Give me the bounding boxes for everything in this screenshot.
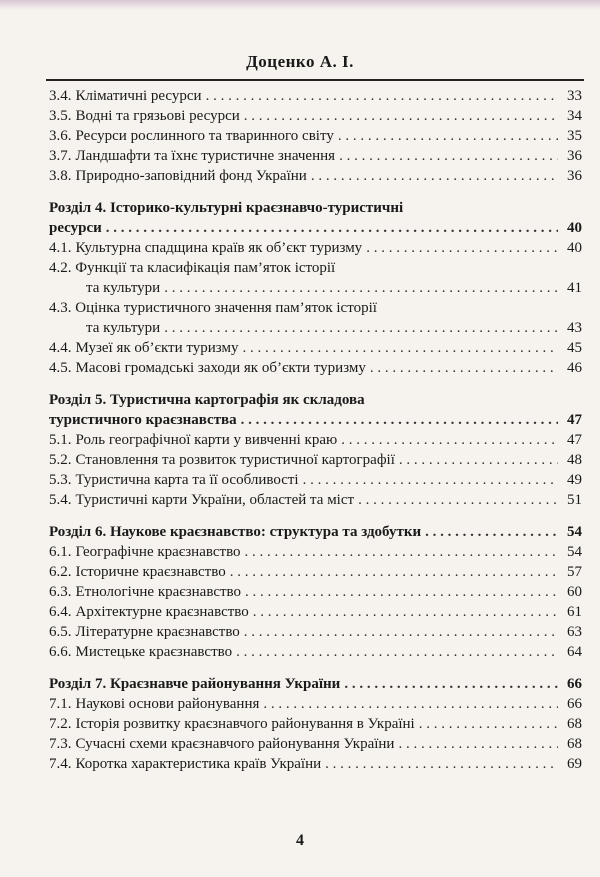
page-top-edge: [0, 0, 600, 10]
entry-number: 4.2.: [49, 260, 72, 276]
entry-number: 5.4.: [49, 492, 72, 508]
entry-page: 41: [567, 280, 582, 296]
entry-number: 3.4.: [49, 88, 72, 104]
leader-dots: [164, 278, 558, 298]
toc-entry-3-5[interactable]: [49, 106, 582, 126]
entry-title: Становлення та розвиток туристичної картографії: [75, 452, 395, 468]
entry-page: 54: [567, 544, 582, 560]
leader-dots: [106, 218, 558, 238]
section-page: 66: [567, 676, 582, 692]
entry-title: Архітектурне краєзнавство: [75, 604, 249, 620]
toc-section-7[interactable]: [49, 674, 582, 694]
leader-dots: [241, 410, 558, 430]
toc-section-6[interactable]: [49, 522, 582, 542]
entry-number: 5.1.: [49, 432, 72, 448]
leader-dots: [164, 318, 558, 338]
leader-dots: [244, 622, 558, 642]
section-gap: [49, 186, 582, 198]
entry-number: 4.3.: [49, 300, 72, 316]
toc-entry-6-6[interactable]: [49, 642, 582, 662]
entry-title: Мистецьке краєзнавство: [75, 644, 233, 660]
entry-page: 60: [567, 584, 582, 600]
leader-dots: [230, 562, 558, 582]
leader-dots: [253, 602, 558, 622]
toc-entry-6-1[interactable]: [49, 542, 582, 562]
page-number: 4: [296, 832, 304, 849]
entry-page: 40: [567, 240, 582, 256]
entry-title: Природно-заповідний фонд України: [75, 168, 307, 184]
entry-page: 49: [567, 472, 582, 488]
entry-title: Історія розвитку краєзнавчого районування в Україні: [75, 716, 415, 732]
toc-entry-3-8[interactable]: [49, 166, 582, 186]
section-title: Розділ 7. Краєзнавче районування України: [49, 676, 341, 692]
entry-title: Коротка характеристика країв України: [75, 756, 322, 772]
entry-number: 6.3.: [49, 584, 72, 600]
leader-dots: [206, 86, 558, 106]
entry-page: 64: [567, 644, 582, 660]
leader-dots: [338, 126, 558, 146]
entry-number: 3.6.: [49, 128, 72, 144]
entry-title: Культурна спадщина країв як об’єкт туризму: [75, 240, 363, 256]
leader-dots: [236, 642, 558, 662]
running-header: Доценко А. І.: [246, 52, 354, 71]
leader-dots: [419, 714, 558, 734]
leader-dots: [344, 674, 558, 694]
toc-entry-4-1[interactable]: [49, 238, 582, 258]
leader-dots: [399, 450, 558, 470]
toc-entry-3-6[interactable]: [49, 126, 582, 146]
leader-dots: [398, 734, 558, 754]
entry-number: 3.5.: [49, 108, 72, 124]
section-4-title-line1[interactable]: Розділ 4. Історико-культурні краєзнавчо-туристичні: [49, 200, 404, 216]
entry-number: 7.2.: [49, 716, 72, 732]
entry-title: Сучасні схеми краєзнавчого районування України: [75, 736, 395, 752]
entry-title: Туристична карта та її особливості: [75, 472, 299, 488]
toc-entry-5-1[interactable]: [49, 430, 582, 450]
section-page: 47: [567, 412, 582, 428]
entry-page: 43: [567, 320, 582, 336]
leader-dots: [311, 166, 558, 186]
entry-page: 61: [567, 604, 582, 620]
toc-entry-4-2-line1[interactable]: [49, 258, 582, 278]
section-gap: [49, 510, 582, 522]
entry-number: 5.2.: [49, 452, 72, 468]
entry-title: Історичне краєзнавство: [75, 564, 226, 580]
toc-entry-4-5[interactable]: [49, 358, 582, 378]
section-page: 54: [567, 524, 582, 540]
entry-number: 4.5.: [49, 360, 72, 376]
toc-entry-6-3[interactable]: [49, 582, 582, 602]
toc-entry-7-4[interactable]: [49, 754, 582, 774]
leader-dots: [341, 430, 558, 450]
section-gap: [49, 378, 582, 390]
entry-title-cont: та культури: [86, 320, 161, 336]
section-gap: [49, 662, 582, 674]
entry-number: 6.6.: [49, 644, 72, 660]
entry-title: Наукові основи районування: [75, 696, 260, 712]
entry-title-cont: та культури: [86, 280, 161, 296]
entry-page: 66: [567, 696, 582, 712]
entry-page: 57: [567, 564, 582, 580]
leader-dots: [245, 582, 558, 602]
entry-page: 48: [567, 452, 582, 468]
entry-title: Географічне краєзнавство: [75, 544, 241, 560]
leader-dots: [425, 522, 558, 542]
toc-entry-5-2[interactable]: [49, 450, 582, 470]
section-5-title-line1[interactable]: Розділ 5. Туристична картографія як складова: [49, 392, 365, 408]
entry-title: Роль географічної карти у вивченні краю: [75, 432, 338, 448]
entry-page: 36: [567, 168, 582, 184]
entry-number: 6.5.: [49, 624, 72, 640]
toc-entry-3-4[interactable]: [49, 86, 582, 106]
entry-number: 4.1.: [49, 240, 72, 256]
entry-title: Ресурси рослинного та тваринного світу: [75, 128, 334, 144]
leader-dots: [244, 106, 558, 126]
toc-entry-4-3-line1[interactable]: [49, 298, 582, 318]
toc-entry-7-1[interactable]: [49, 694, 582, 714]
header-rule: [46, 79, 584, 81]
entry-title: Масові громадські заходи як об’єкти туризму: [75, 360, 366, 376]
toc-entry-5-3[interactable]: [49, 470, 582, 490]
entry-title: Функції та класифікація пам’яток історії: [75, 260, 336, 276]
entry-number: 3.7.: [49, 148, 72, 164]
leader-dots: [366, 238, 558, 258]
entry-page: 36: [567, 148, 582, 164]
section-page: 40: [567, 220, 582, 236]
entry-title: Туристичні карти України, областей та міст: [75, 492, 355, 508]
entry-number: 6.2.: [49, 564, 72, 580]
leader-dots: [303, 470, 558, 490]
toc-entry-3-7[interactable]: [49, 146, 582, 166]
leader-dots: [242, 338, 558, 358]
section-title: Розділ 6. Наукове краєзнавство: структура та здобутки: [49, 524, 422, 540]
entry-title: Кліматичні ресурси: [75, 88, 202, 104]
toc-entry-4-3[interactable]: [49, 318, 582, 338]
toc-entry-6-2[interactable]: [49, 562, 582, 582]
entry-number: 6.1.: [49, 544, 72, 560]
section-title-cont: туристичного краєзнавства: [49, 412, 237, 428]
entry-page: 35: [567, 128, 582, 144]
leader-dots: [245, 542, 558, 562]
entry-page: 33: [567, 88, 582, 104]
entry-page: 68: [567, 716, 582, 732]
entry-number: 5.3.: [49, 472, 72, 488]
entry-page: 46: [567, 360, 582, 376]
entry-page: 45: [567, 340, 582, 356]
leader-dots: [325, 754, 558, 774]
entry-page: 51: [567, 492, 582, 508]
entry-page: 69: [567, 756, 582, 772]
leader-dots: [358, 490, 558, 510]
entry-number: 7.1.: [49, 696, 72, 712]
toc-entry-4-4[interactable]: [49, 338, 582, 358]
entry-number: 7.4.: [49, 756, 72, 772]
entry-number: 4.4.: [49, 340, 72, 356]
leader-dots: [263, 694, 558, 714]
entry-title: Водні та грязьові ресурси: [75, 108, 240, 124]
entry-page: 47: [567, 432, 582, 448]
toc-entry-7-2[interactable]: [49, 714, 582, 734]
entry-number: 7.3.: [49, 736, 72, 752]
table-of-contents: [49, 86, 582, 774]
toc-entry-5-4[interactable]: [49, 490, 582, 510]
entry-page: 63: [567, 624, 582, 640]
leader-dots: [339, 146, 558, 166]
entry-number: 3.8.: [49, 168, 72, 184]
section-title-cont: ресурси: [49, 220, 102, 236]
entry-title: Літературне краєзнавство: [75, 624, 240, 640]
toc-entry-6-5[interactable]: [49, 622, 582, 642]
entry-title: Ландшафти та їхнє туристичне значення: [75, 148, 336, 164]
entry-title: Етнологічне краєзнавство: [75, 584, 242, 600]
toc-entry-4-2[interactable]: [49, 278, 582, 298]
toc-entry-7-3[interactable]: [49, 734, 582, 754]
entry-page: 68: [567, 736, 582, 752]
toc-section-5[interactable]: [49, 410, 582, 430]
entry-title: Музеї як об’єкти туризму: [75, 340, 239, 356]
leader-dots: [370, 358, 558, 378]
entry-page: 34: [567, 108, 582, 124]
toc-section-4[interactable]: [49, 218, 582, 238]
entry-number: 6.4.: [49, 604, 72, 620]
entry-title: Оцінка туристичного значення пам’яток історії: [75, 300, 377, 316]
toc-entry-6-4[interactable]: [49, 602, 582, 622]
